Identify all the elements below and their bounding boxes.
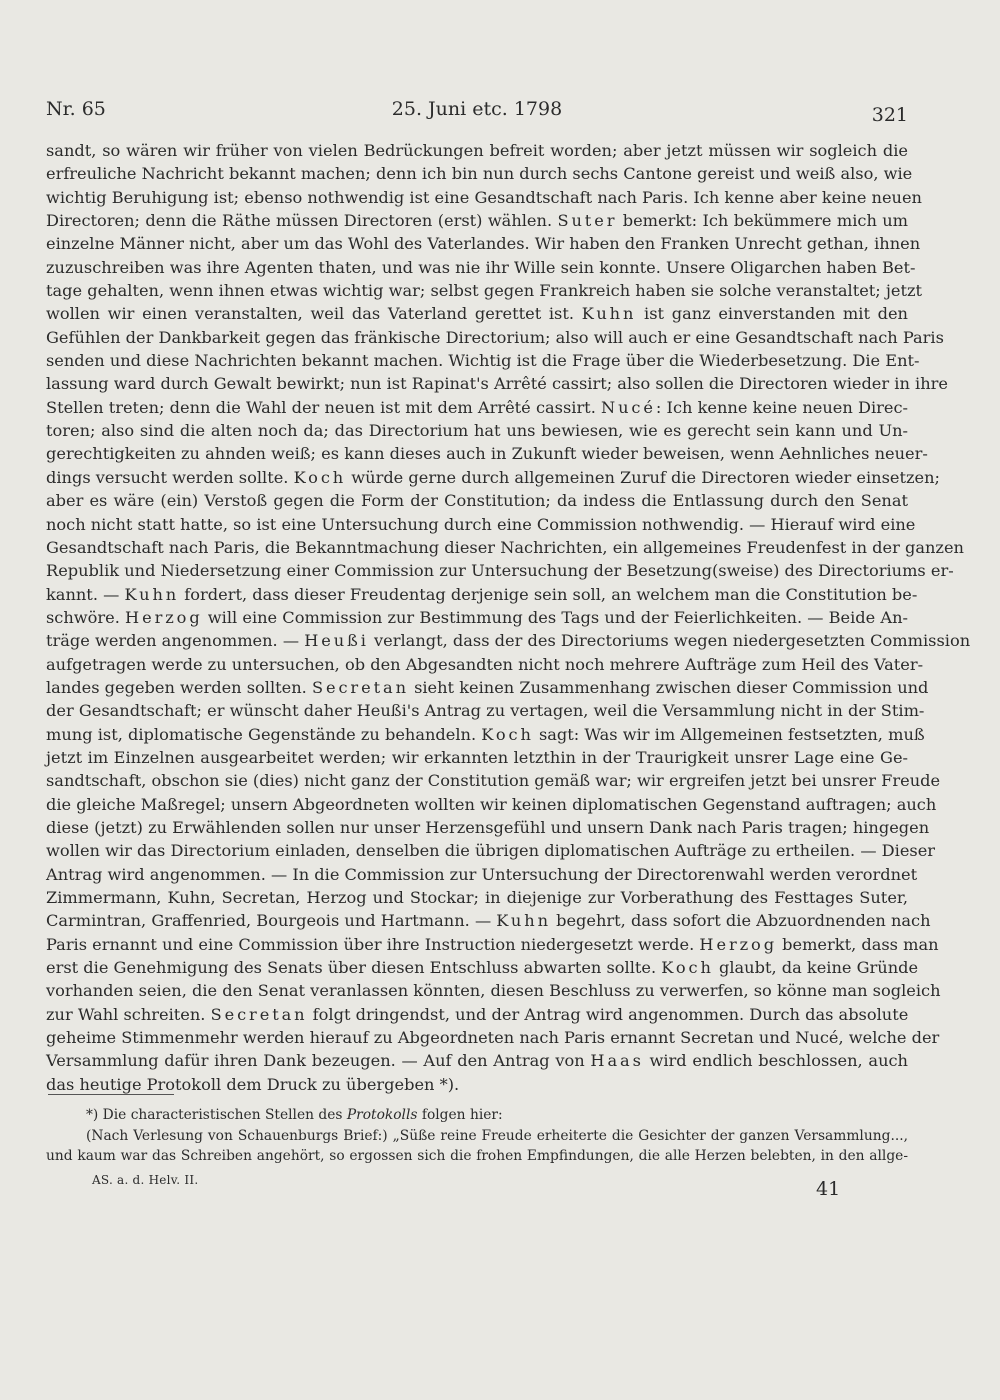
text-segment: fordert, dass dieser Freudentag derjenige sein soll, an welchem man die Constitution be- (179, 584, 918, 604)
speaker-name: Koch (293, 467, 347, 487)
footnote-divider (48, 1094, 174, 1095)
text-segment: Gesandtschaft nach Paris, die Bekanntmachung dieser Nachrichten, ein allgemeines Freudenfest in der ganzen (46, 537, 964, 557)
footnote-italic-text: Protokolls (346, 1107, 418, 1123)
text-segment: Directoren; denn die Räthe müssen Directoren (erst) wählen. (46, 211, 558, 231)
text-segment: ist ganz einverstanden mit den (636, 304, 908, 324)
text-line (46, 232, 921, 255)
text-line (46, 162, 913, 185)
text-line (46, 979, 941, 1002)
text-line (46, 1003, 908, 1026)
text-line (46, 723, 925, 746)
text-line (46, 442, 928, 465)
text-segment: Gefühlen der Dankbarkeit gegen das fränkische Directorium; also will auch er eine Gesandtschaft nach Paris (46, 327, 944, 347)
text-segment: erfreuliche Nachricht bekannt machen; denn ich bin nun durch sechs Cantone gereist und weiß also, wie (46, 164, 913, 184)
text-segment: zuzuschreiben was ihre Agenten thaten, und was nie ihr Wille sein konnte. Unsere Oligarchen haben Bet- (46, 257, 916, 277)
body-text (46, 139, 971, 1096)
footnote (46, 1105, 908, 1167)
speaker-name: Secretan (210, 1004, 308, 1024)
running-header (46, 98, 908, 132)
text-segment: sagt: Was wir im Allgemeinen festsetzten, muß (533, 724, 925, 744)
text-line (46, 326, 944, 349)
signature-mark: AS. a. d. Helv. II. (92, 1173, 199, 1187)
text-segment: kannt. — (46, 584, 125, 604)
text-segment: Zimmermann, Kuhn, Secretan, Herzog und Stockar; in diejenige zur Vorberathung des Festtages Suter, (46, 888, 908, 907)
text-segment: begehrt, dass sofort die Abzuordnenden nach (550, 911, 931, 931)
speaker-name: Herzog (125, 607, 203, 627)
text-segment: wollen wir das Directorium einladen, denselben die übrigen diplomatischen Aufträge zu ertheilen. — Dieser (46, 841, 936, 861)
text-segment: Versammlung dafür ihren Dank bezeugen. — Auf den Antrag von (46, 1051, 591, 1071)
text-line (46, 1026, 940, 1049)
speaker-name: Suter (557, 211, 618, 231)
text-segment: senden und diese Nachrichten bekannt machen. Wichtig ist die Frage über die Wiederbesetzung. Die Ent- (46, 351, 920, 371)
text-line (46, 349, 920, 372)
text-segment: würde gerne durch allgemeinen Zuruf die Directoren wieder einsetzen; (346, 467, 940, 487)
text-line (46, 956, 919, 979)
text-segment: dings versucht werden sollte. (46, 467, 294, 487)
text-segment: Republik und Niedersetzung einer Commission zur Untersuchung der Besetzung(sweise) des Directoriums er- (46, 561, 954, 581)
text-segment: bemerkt, dass man (777, 934, 939, 954)
footnote-line: (Nach Verlesung von Schauenburgs Brief:) „Süße reine Freude erheiterte die Gesichter der ganzen Versammlung..., (86, 1127, 908, 1144)
text-line (46, 746, 908, 769)
text-line (46, 909, 931, 932)
text-segment: wollen wir einen veranstalten, weil das Vaterland gerettet ist. (46, 304, 582, 324)
text-line (46, 256, 916, 279)
text-line (46, 513, 916, 536)
text-line (46, 209, 908, 232)
text-segment: tage gehalten, wenn ihnen etwas wichtig war; selbst gegen Frankreich haben sie solche veranstaltet; jetzt (46, 281, 923, 301)
text-segment: wird endlich beschlossen, auch (643, 1051, 908, 1071)
speaker-name: Kuhn (496, 911, 551, 931)
sheet-number: 41 (816, 1178, 841, 1200)
text-segment: sandt, so wären wir früher von vielen Bedrückungen befreit worden; aber jetzt müssen wir sogleich die (46, 141, 908, 160)
speaker-name: Koch (661, 958, 714, 978)
text-line (46, 536, 964, 559)
text-segment: zur Wahl schreiten. (46, 1004, 211, 1024)
text-segment: : Ich kenne keine neuen Direc- (655, 397, 908, 417)
text-segment: mung ist, diplomatische Gegenstände zu behandeln. (46, 724, 482, 744)
text-line (46, 676, 929, 699)
text-segment: landes gegeben werden sollten. (46, 677, 312, 697)
speaker-name: Koch (481, 724, 534, 744)
text-segment: folgt dringendst, und der Antrag wird angenommen. Durch das absolute (307, 1004, 909, 1024)
text-line (46, 863, 918, 886)
text-segment: einzelne Männer nicht, aber um das Wohl des Vaterlandes. Wir haben den Franken Unrecht gethan, ihnen (46, 234, 921, 254)
header-date: 25. Juni etc. 1798 (391, 98, 563, 120)
footnote-line (46, 1105, 908, 1126)
text-segment: Carmintran, Graffenried, Bourgeois und Hartmann. — (46, 911, 497, 931)
text-line (46, 186, 922, 209)
text-line (46, 816, 930, 839)
text-line (46, 396, 908, 419)
text-line (46, 839, 936, 862)
text-segment: Stellen treten; denn die Wahl der neuen ist mit dem Arrêté cassirt. (46, 397, 602, 417)
text-segment: sandtschaft, obschon sie (dies) nicht ganz der Constitution gemäß war; wir ergreifen jetzt bei unsrer Freude (46, 771, 941, 791)
text-line (46, 933, 939, 956)
text-line (46, 559, 954, 582)
text-line (46, 629, 971, 652)
footnote-line: und kaum war das Schreiben angehört, so ergossen sich die frohen Empfindungen, die alle Herzen belebten, in den allge- (46, 1148, 908, 1164)
speaker-name: Haas (590, 1051, 644, 1071)
text-line (46, 302, 908, 325)
speaker-name: Kuhn (124, 584, 180, 604)
text-segment: Paris ernannt und eine Commission über ihre Instruction niedergesetzt werde. (46, 934, 700, 954)
text-line (46, 139, 908, 162)
text-segment: aufgetragen werde zu untersuchen, ob den Abgesandten nicht noch mehrere Aufträge zum Heil des Vater- (46, 654, 924, 674)
text-segment: vorhanden seien, die den Senat veranlassen könnten, diesen Beschluss zu verwerfen, so könne man sogleich (46, 981, 941, 1001)
text-line (46, 886, 908, 909)
text-segment: jetzt im Einzelnen ausgearbeitet werden; wir erkannten letzthin in der Traurigkeit unsrer Lage eine Ge- (46, 747, 908, 767)
text-segment: glaubt, da keine Gründe (713, 958, 919, 978)
text-segment: aber es wäre (ein) Verstoß gegen die Form der Constitution; da indess die Entlassung durch den Senat (46, 491, 908, 511)
speaker-name: Heußi (304, 631, 369, 651)
text-segment: bemerkt: Ich bekümmere mich um (617, 211, 909, 231)
text-segment: schwöre. (46, 607, 126, 627)
text-segment: träge werden angenommen. — (46, 631, 305, 651)
text-segment: der Gesandtschaft; er wünscht daher Heußi's Antrag zu vertagen, weil die Versammlung nicht in der Stim- (46, 701, 925, 721)
text-line (46, 793, 937, 816)
text-line (46, 653, 924, 676)
text-line (46, 699, 925, 722)
text-segment: die gleiche Maßregel; unsern Abgeordneten wollten wir keinen diplomatischen Gegenstand auftragen; auch (46, 794, 937, 814)
text-segment: will eine Commission zur Bestimmung des Tags und der Feierlichkeiten. — Beide An- (202, 607, 908, 627)
text-line (46, 466, 940, 489)
text-segment: verlangt, dass der des Directoriums wegen niedergesetzten Commission (368, 631, 971, 651)
footnote-text: folgen hier: (417, 1107, 503, 1123)
text-segment: toren; also sind die alten noch da; das Directorium hat uns bewiesen, wie es gerecht sein kann und Un- (46, 421, 908, 441)
text-segment: gerechtigkeiten zu ahnden weiß; es kann dieses auch in Zukunft wieder beweisen, wenn Aehnliches neuer- (46, 444, 928, 464)
text-line (46, 583, 918, 606)
text-line (46, 489, 908, 512)
text-segment: diese (jetzt) zu Erwählenden sollen nur unser Herzensgefühl und unsern Dank nach Paris tragen; hingegen (46, 817, 930, 837)
text-line (46, 606, 908, 629)
text-segment: wichtig Beruhigung ist; ebenso nothwendig ist eine Gesandtschaft nach Paris. Ich kenne aber keine neuen (46, 187, 922, 207)
text-line (46, 769, 941, 792)
page-number: 321 (871, 104, 908, 126)
text-segment: sieht keinen Zusammenhang zwischen dieser Commission und (408, 677, 929, 697)
document-number: Nr. 65 (46, 98, 106, 120)
footnote-text: *) Die characteristischen Stellen des (86, 1107, 347, 1123)
text-segment: das heutige Protokoll dem Druck zu übergeben *). (46, 1074, 460, 1094)
speaker-name: Nucé (601, 397, 656, 417)
text-segment: erst die Genehmigung des Senats über diesen Entschluss abwarten sollte. (46, 958, 662, 978)
text-line (46, 279, 923, 302)
speaker-name: Herzog (699, 934, 777, 954)
text-line (46, 372, 948, 395)
text-segment: Antrag wird angenommen. — In die Commission zur Untersuchung der Directorenwahl werden verordnet (46, 864, 918, 884)
text-line (46, 1049, 908, 1072)
speaker-name: Kuhn (581, 304, 637, 324)
text-segment: lassung ward durch Gewalt bewirkt; nun ist Rapinat's Arrêté cassirt; also sollen die Directoren wieder in ihre (46, 374, 948, 394)
text-segment: geheime Stimmenmehr werden hierauf zu Abgeordneten nach Paris ernannt Secretan und Nucé, welche der (46, 1028, 940, 1048)
text-segment: noch nicht statt hatte, so ist eine Untersuchung durch eine Commission nothwendig. — Hierauf wird eine (46, 514, 916, 534)
text-line (46, 1073, 908, 1096)
text-line (46, 419, 908, 442)
speaker-name: Secretan (311, 677, 409, 697)
